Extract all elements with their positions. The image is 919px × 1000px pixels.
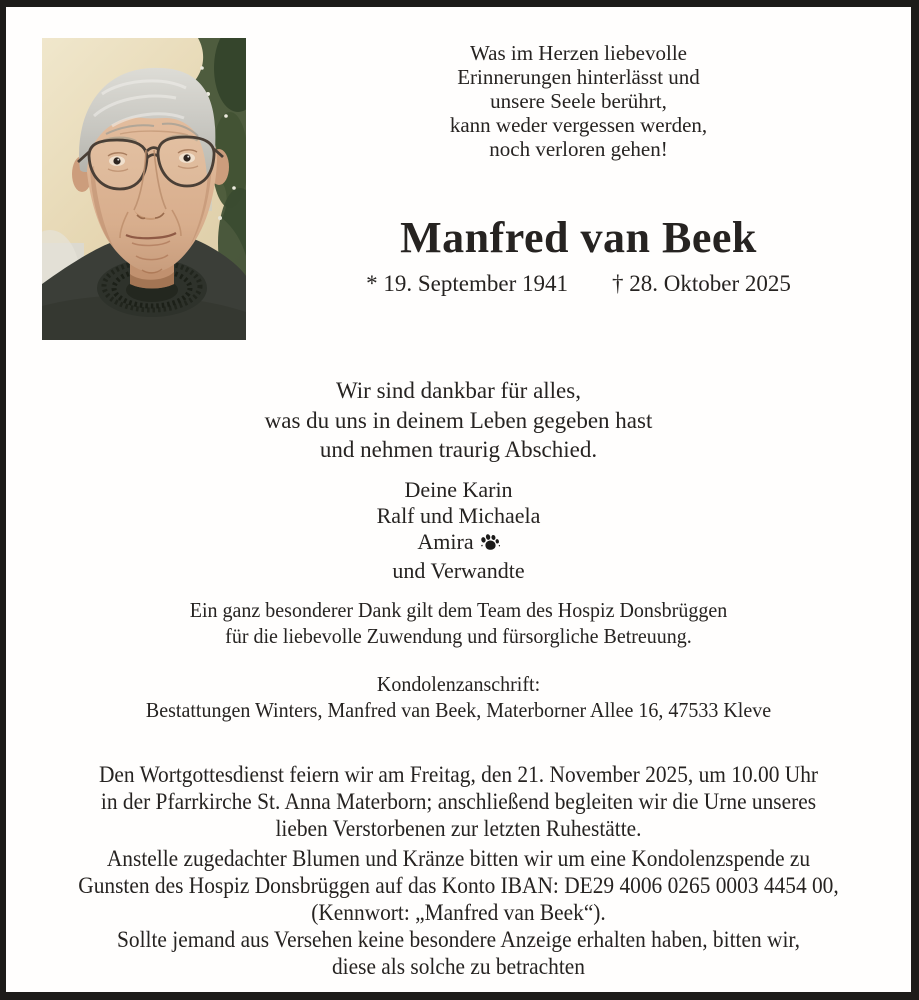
- donation-line: Gunsten des Hospiz Donsbrüggen auf das Konto IBAN: DE29 4006 0265 0003 4454 00,: [78, 873, 839, 898]
- mourner-line: [6, 529, 911, 558]
- mourner-line: Ralf und Michaela: [376, 503, 541, 528]
- birth-date: * 19. September 1941: [366, 271, 568, 296]
- thanks-line: Ein ganz besonderer Dank gilt dem Team des Hospiz Donsbrüggen: [189, 598, 728, 622]
- mourner-name: Amira: [417, 529, 474, 554]
- farewell-line: was du uns in deinem Leben gegeben hast: [264, 407, 653, 433]
- thanks-text: [38, 597, 880, 649]
- note-line: Sollte jemand aus Versehen keine besondere Anzeige erhalten haben, bitten wir,: [117, 927, 800, 952]
- mourner-line: und Verwandte: [392, 558, 525, 583]
- farewell-text: [6, 376, 911, 465]
- donation-info: [38, 845, 880, 926]
- deceased-name: Manfred van Beek: [400, 213, 757, 262]
- thanks-line: für die liebevolle Zuwendung und fürsorgliche Betreuung.: [225, 624, 692, 648]
- donation-line: Anstelle zugedachter Blumen und Kränze bitten wir um eine Kondolenzspende zu: [106, 846, 811, 871]
- donation-line: (Kennwort: „Manfred van Beek“).: [311, 900, 606, 925]
- verse-line: Erinnerungen hinterlässt und: [457, 65, 700, 89]
- service-line: Den Wortgottesdienst feiern wir am Freitag, den 21. November 2025, um 10.00 Uhr: [98, 762, 819, 787]
- mourners-list: [6, 477, 911, 584]
- life-dates: [246, 271, 911, 297]
- service-line: in der Pfarrkirche St. Anna Materborn; anschließend begleiten wir die Urne unseres: [100, 789, 817, 814]
- verse-line: unsere Seele berührt,: [490, 89, 667, 113]
- farewell-line: und nehmen traurig Abschied.: [319, 437, 598, 462]
- service-info: [38, 761, 880, 842]
- verse-line: Was im Herzen liebevolle: [470, 41, 687, 65]
- condolence-address-line: Bestattungen Winters, Manfred van Beek, Materborner Allee 16, 47533 Kleve: [145, 697, 772, 722]
- service-line: lieben Verstorbenen zur letzten Ruhestätte.: [275, 816, 642, 841]
- condolence-address: [38, 672, 880, 723]
- verse-line: noch verloren gehen!: [489, 137, 668, 161]
- mourner-line: Deine Karin: [404, 477, 513, 502]
- portrait-photo: [42, 38, 246, 340]
- condolence-heading: Kondolenzanschrift:: [376, 672, 541, 696]
- opening-verse: [246, 41, 911, 161]
- closing-note: [38, 926, 880, 980]
- note-line: diese als solche zu betrachten: [331, 954, 585, 979]
- verse-line: kann weder vergessen werden,: [449, 113, 708, 137]
- paw-print-icon: [478, 532, 500, 558]
- farewell-line: Wir sind dankbar für alles,: [336, 378, 581, 403]
- death-date: † 28. Oktober 2025: [611, 271, 791, 296]
